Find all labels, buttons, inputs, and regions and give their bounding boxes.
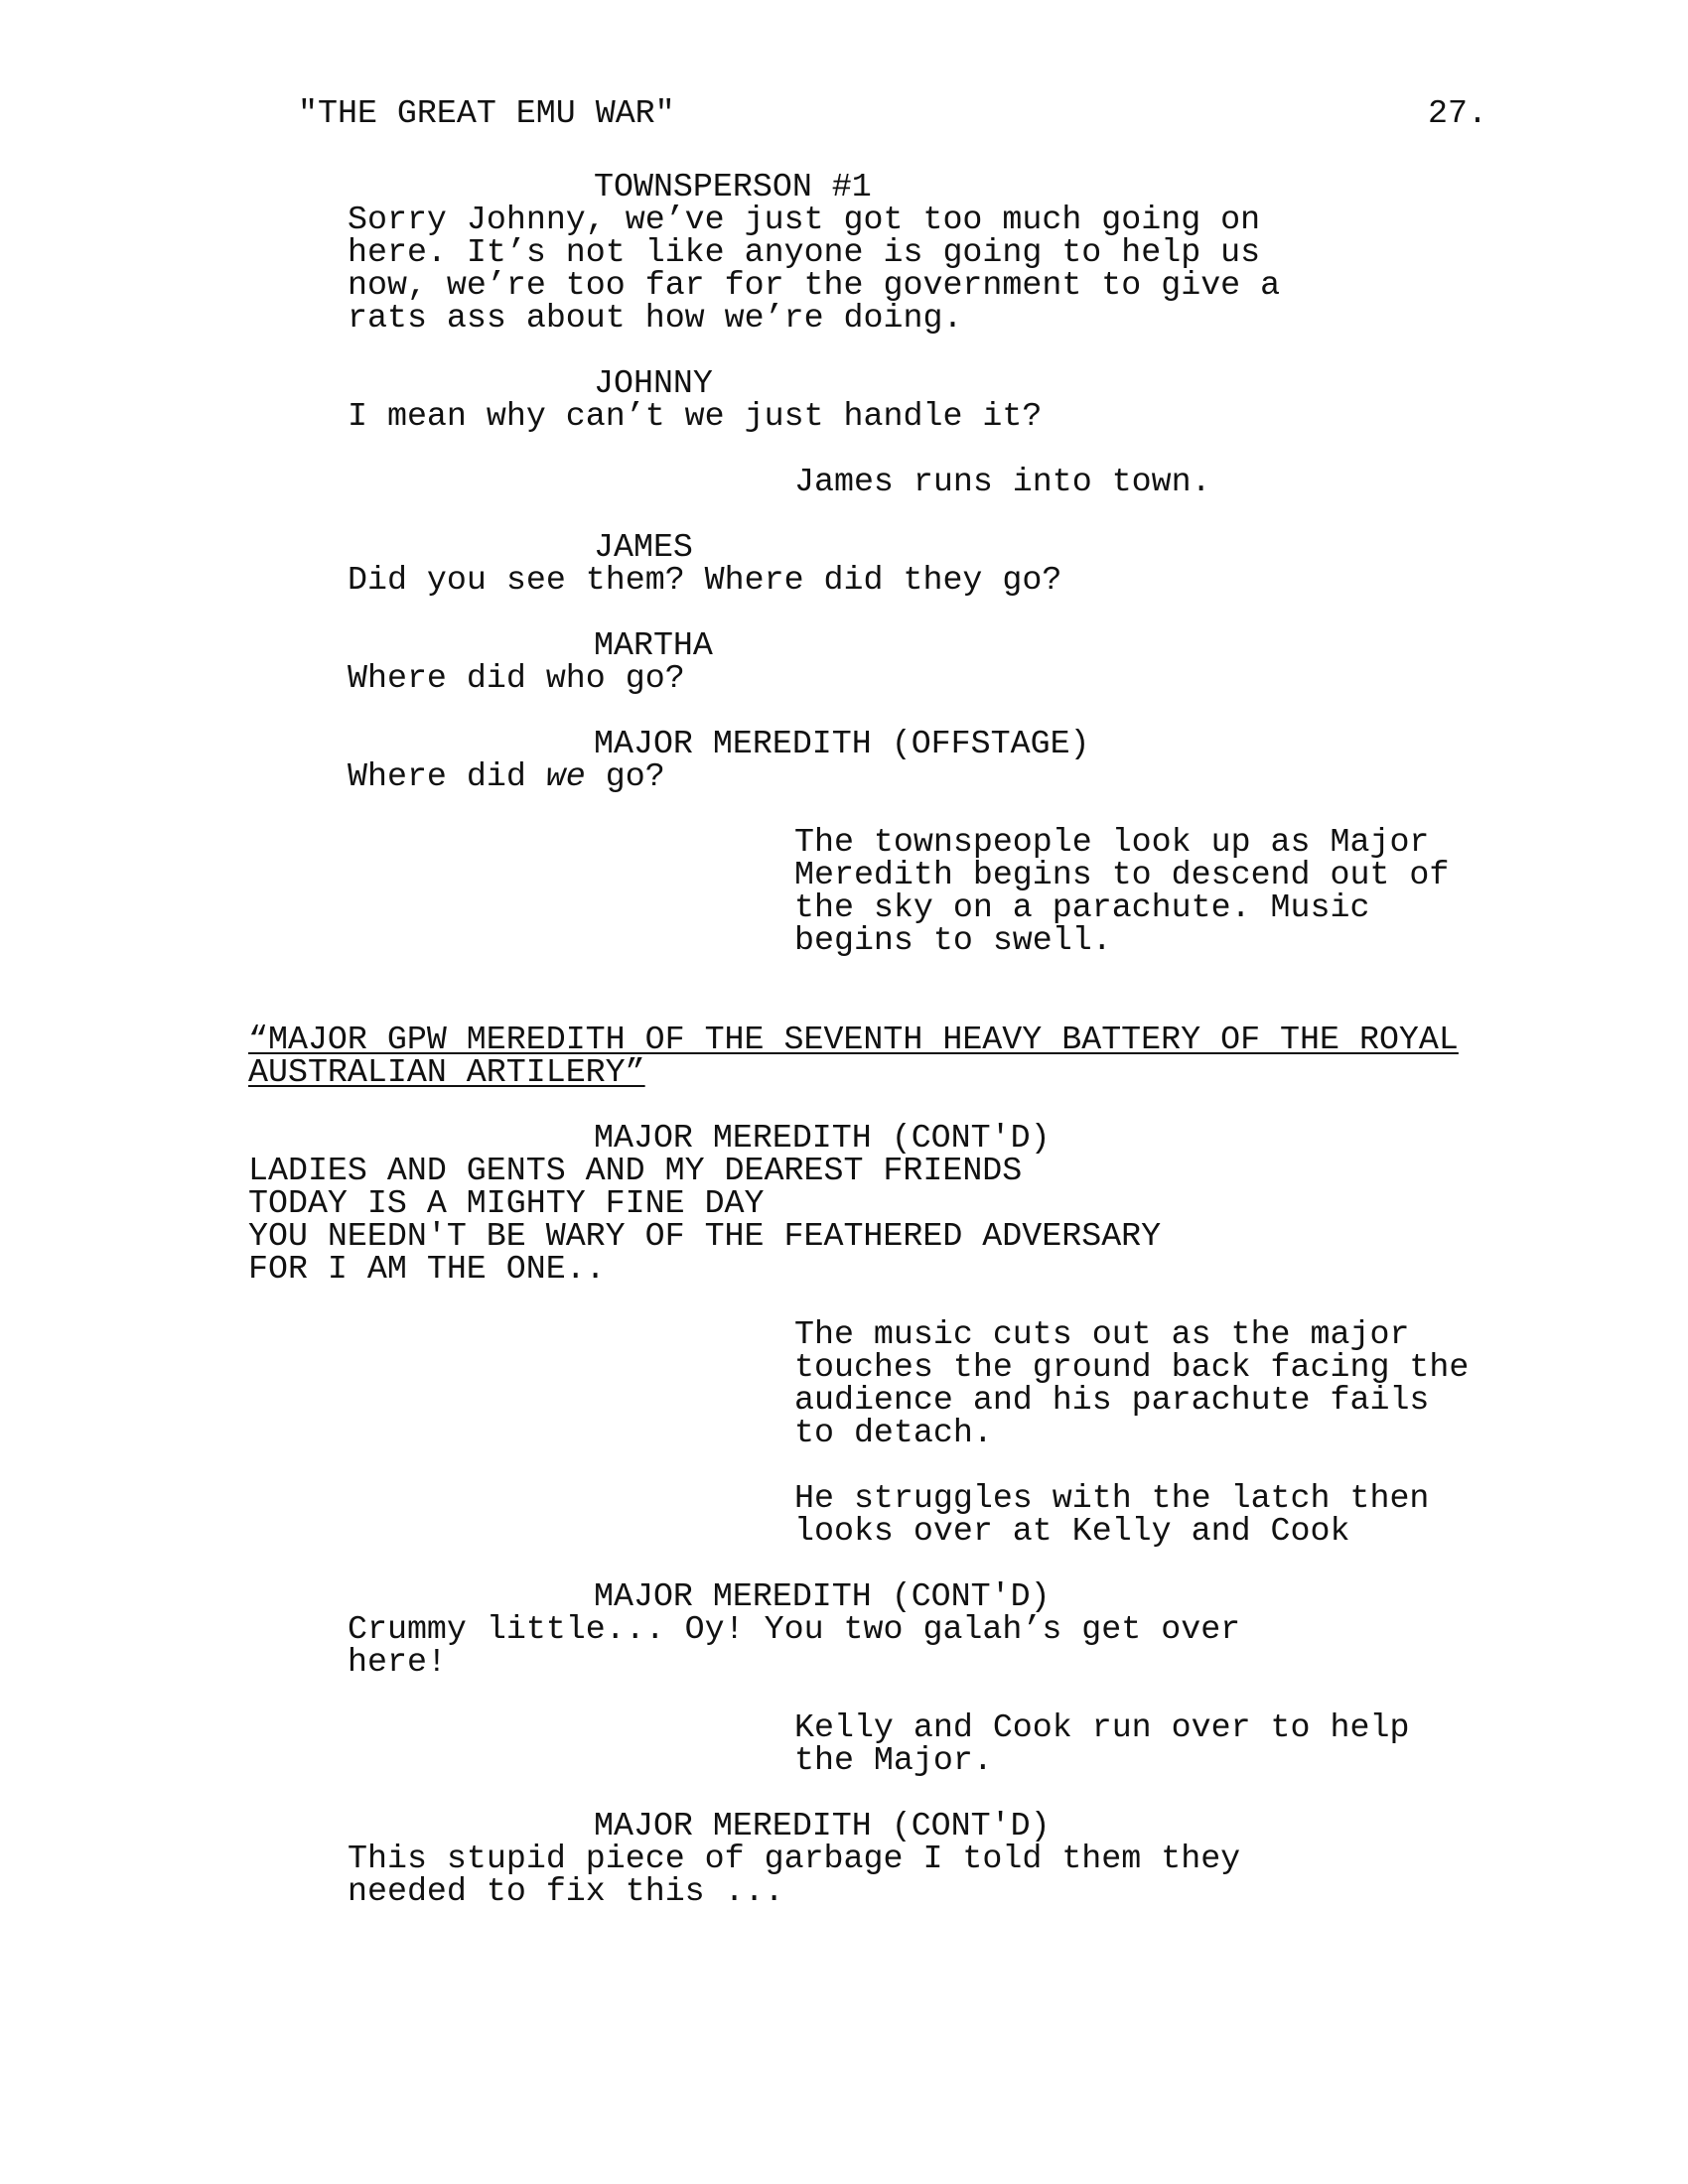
stage-direction: the Major. — [794, 1741, 993, 1779]
character-name-major-meredith: MAJOR MEREDITH (CONT'D) — [594, 1119, 1051, 1157]
character-name-major-meredith: MAJOR MEREDITH (CONT'D) — [594, 1577, 1051, 1615]
song-title: “MAJOR GPW MEREDITH OF THE SEVENTH HEAVY BATTERY OF THE ROYAL — [248, 1021, 1459, 1058]
dialogue-emphasis: we — [545, 757, 586, 795]
song-title: AUSTRALIAN ARTILERY” — [248, 1053, 645, 1091]
stage-direction: James runs into town. — [794, 463, 1211, 500]
header-title: "THE GREAT EMU WAR" — [298, 94, 675, 132]
dialogue-line: This stupid piece of garbage I told them they — [348, 1840, 1241, 1877]
stage-direction: touches the ground back facing the — [794, 1348, 1470, 1386]
lyric-line: TODAY IS A MIGHTY FINE DAY — [248, 1184, 765, 1222]
dialogue-line: Sorry Johnny, we’ve just got too much going on — [348, 201, 1261, 238]
character-name-major-meredith: MAJOR MEREDITH (CONT'D) — [594, 1807, 1051, 1844]
stage-direction: begins to swell. — [794, 921, 1112, 959]
stage-direction: to detach. — [794, 1414, 993, 1451]
stage-direction: looks over at Kelly and Cook — [794, 1512, 1350, 1550]
dialogue-line: Crummy little... Oy! You two galah’s get over — [348, 1610, 1241, 1648]
character-name-martha: MARTHA — [594, 626, 713, 664]
dialogue-line: now, we’re too far for the government to give a — [348, 266, 1281, 304]
dialogue-line: here! — [348, 1643, 447, 1681]
dialogue-line: Did you see them? Where did they go? — [348, 561, 1062, 599]
stage-direction: audience and his parachute fails — [794, 1381, 1430, 1419]
dialogue-line: I mean why can’t we just handle it? — [348, 397, 1043, 435]
lyric-line: LADIES AND GENTS AND MY DEAREST FRIENDS — [248, 1152, 1023, 1189]
character-name-major-meredith-offstage: MAJOR MEREDITH (OFFSTAGE) — [594, 725, 1090, 762]
page-number: 27. — [1428, 94, 1487, 132]
lyric-line: FOR I AM THE ONE.. — [248, 1250, 606, 1288]
stage-direction: Meredith begins to descend out of — [794, 856, 1450, 893]
character-name-johnny: JOHNNY — [594, 364, 713, 402]
character-name-james: JAMES — [594, 528, 693, 566]
dialogue-line — [348, 757, 1261, 795]
dialogue-line: rats ass about how we’re doing. — [348, 299, 963, 337]
stage-direction: The townspeople look up as Major — [794, 823, 1430, 861]
lyric-line: YOU NEEDN'T BE WARY OF THE FEATHERED ADVERSARY — [248, 1217, 1162, 1255]
dialogue-line: needed to fix this ... — [348, 1872, 784, 1910]
dialogue-text: go? — [585, 757, 665, 795]
stage-direction: The music cuts out as the major — [794, 1315, 1410, 1353]
stage-direction: Kelly and Cook run over to help — [794, 1708, 1410, 1746]
stage-direction: the sky on a parachute. Music — [794, 888, 1370, 926]
dialogue-line: Where did who go? — [348, 659, 685, 697]
dialogue-text: Where did — [348, 757, 546, 795]
character-name-townsperson-1: TOWNSPERSON #1 — [594, 168, 872, 205]
stage-direction: He struggles with the latch then — [794, 1479, 1430, 1517]
dialogue-line: here. It’s not like anyone is going to help us — [348, 233, 1261, 271]
